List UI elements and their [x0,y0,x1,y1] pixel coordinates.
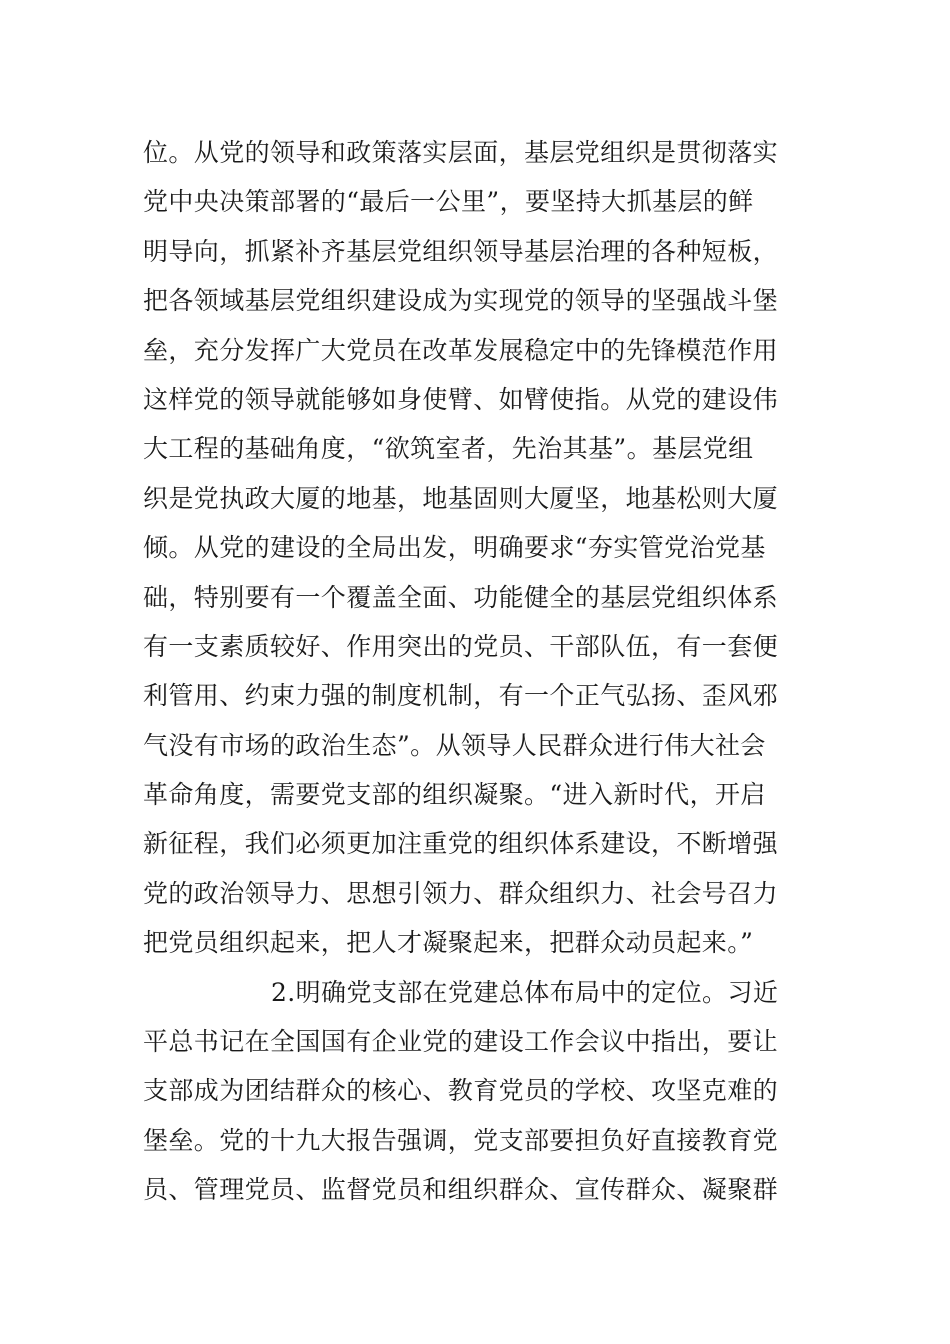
text-line: 有一支素质较好、作用突出的党员、干部队伍，有一套便 [143,631,779,661]
text-line: 倾。从党的建设的全局出发，明确要求“夯实管党治党基 [143,533,766,563]
text-line: 党的政治领导力、思想引领力、群众组织力、社会号召力 [143,878,779,908]
text-line: 把党员组织起来，把人才凝聚起来，把群众动员起来。” [143,928,754,958]
text-line: 织是党执政大厦的地基，地基固则大厦坚，地基松则大厦 [143,483,779,513]
text-line: 明导向，抓紧补齐基层党组织领导基层治理的各种短板， [143,236,779,266]
body-text [143,128,823,1215]
text-line: 平总书记在全国国有企业党的建设工作会议中指出，要让 [143,1027,779,1057]
text-line: 大工程的基础角度，“欲筑室者，先治其基”。基层党组 [143,434,754,464]
text-line: 党中央决策部署的“最后一公里”，要坚持大抓基层的鲜 [143,187,754,217]
text-line: 员、管理党员、监督党员和组织群众、宣传群众、凝聚群 [143,1175,779,1205]
text-line: 垒，充分发挥广大党员在改革发展稳定中的先锋模范作用 [143,335,779,365]
text-line: 位。从党的领导和政策落实层面，基层党组织是贯彻落实 [143,138,779,167]
text-line: 堡垒。党的十九大报告强调，党支部要担负好直接教育党 [143,1125,779,1155]
text-line: 这样党的领导就能够如身使臂、如臂使指。从党的建设伟 [143,384,779,414]
text-line: 础，特别要有一个覆盖全面、功能健全的基层党组织体系 [143,582,779,612]
text-line: 革命角度，需要党支部的组织凝聚。“进入新时代，开启 [143,780,766,810]
text-line: 气没有市场的政治生态”。从领导人民群众进行伟大社会 [143,730,766,760]
text-line: 利管用、约束力强的制度机制，有一个正气弘扬、歪风邪 [143,681,779,711]
text-line: 支部成为团结群众的核心、教育党员的学校、攻坚克难的 [143,1076,779,1106]
text-line: 新征程，我们必须更加注重党的组织体系建设，不断增强 [143,829,779,859]
section-heading-line: 2.明确党支部在党建总体布局中的定位。习近 [271,977,779,1007]
text-line: 把各领域基层党组织建设成为实现党的领导的坚强战斗堡 [143,286,779,316]
